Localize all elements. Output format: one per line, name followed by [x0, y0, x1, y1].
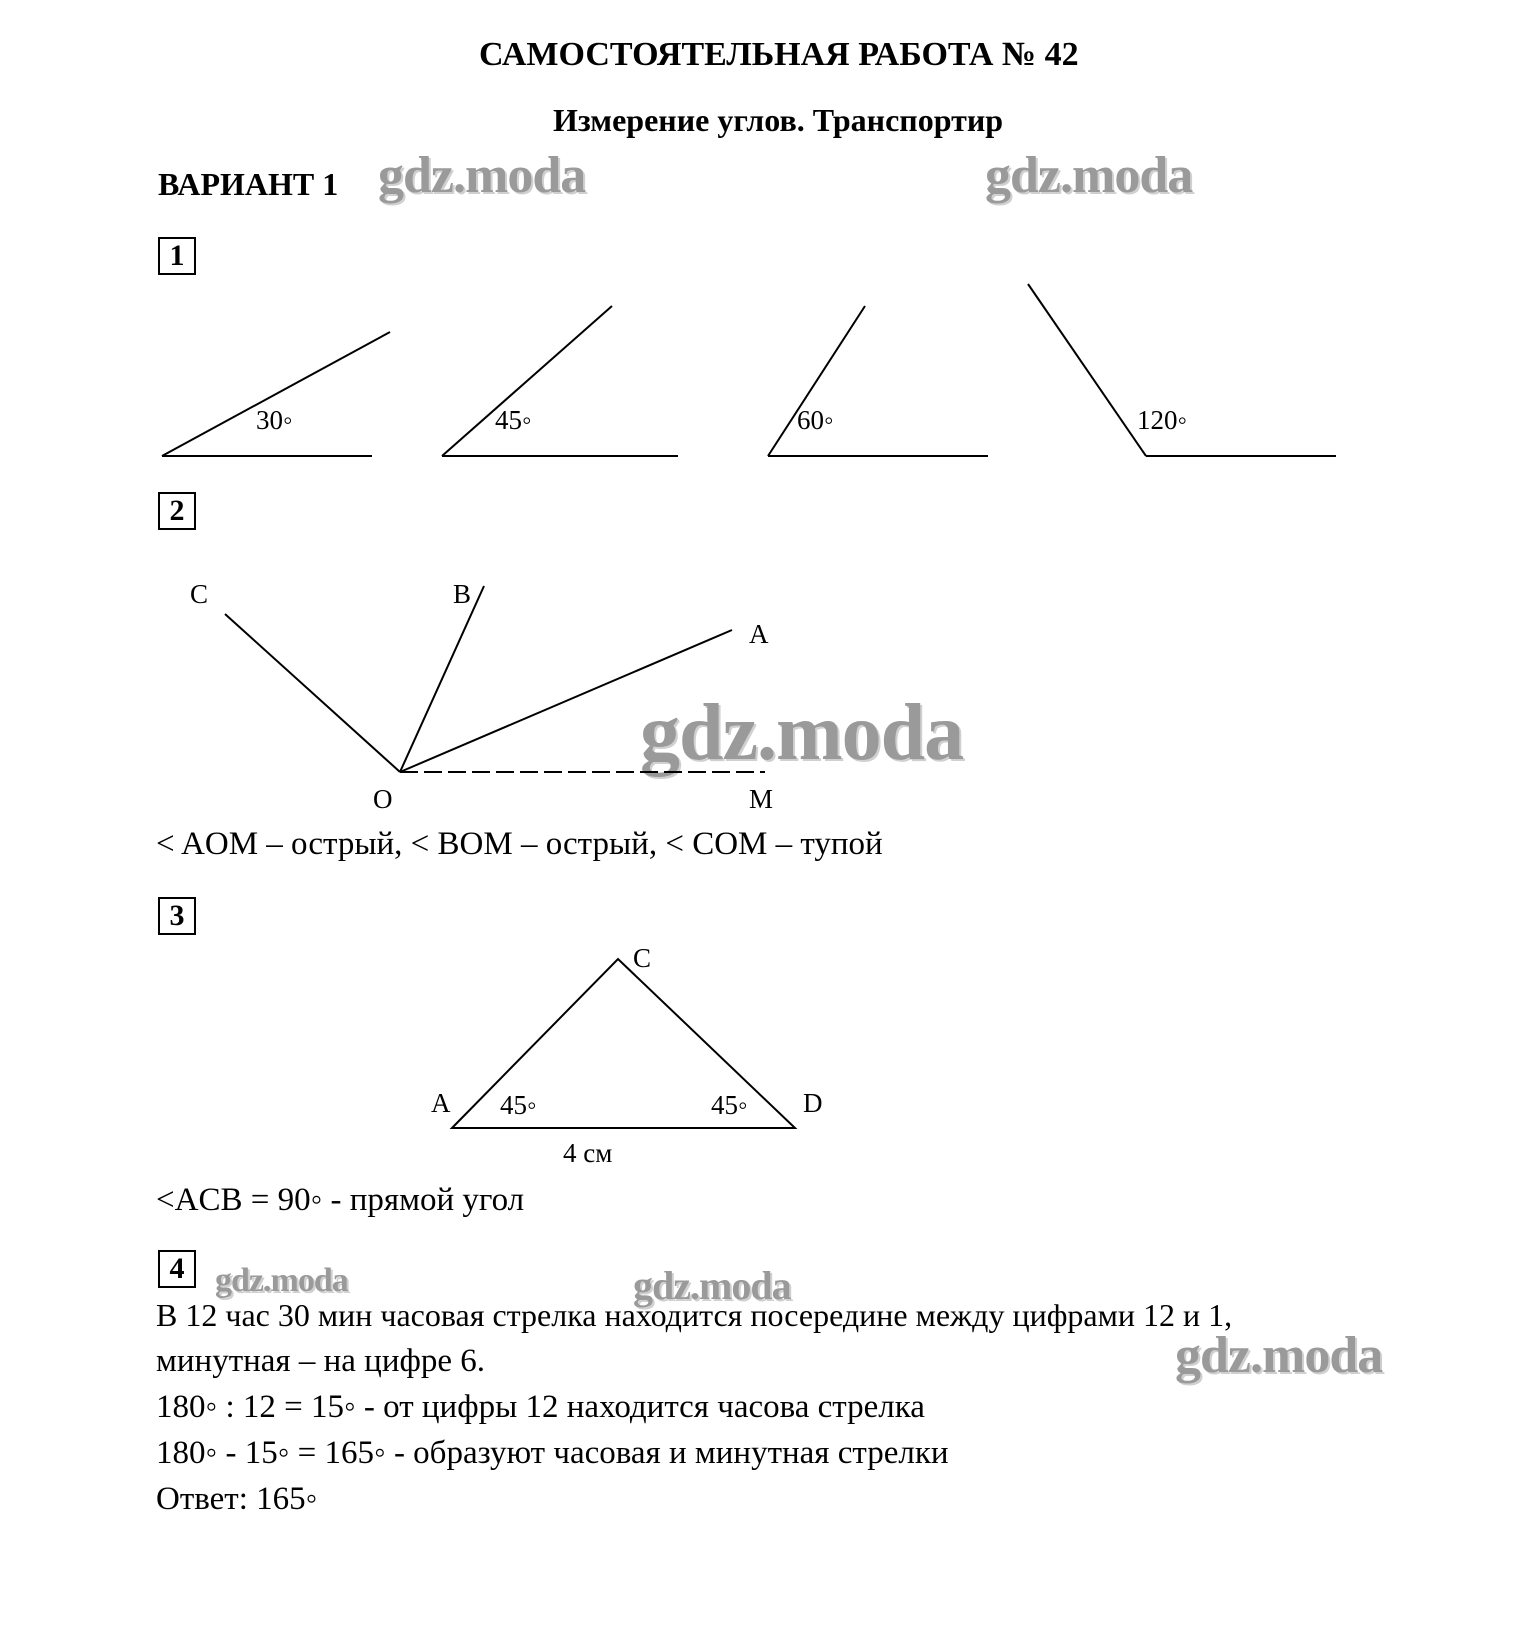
angle-label: 30◦: [256, 405, 293, 435]
point-label-o: O: [373, 784, 393, 814]
page-title: САМОСТОЯТЕЛЬНАЯ РАБОТА № 42: [479, 36, 1079, 73]
point-label-a: A: [749, 619, 769, 649]
angle-label: 120◦: [1137, 405, 1188, 435]
task-number-box: 1: [158, 237, 196, 275]
watermark: gdz.moda: [1175, 1327, 1383, 1384]
variant-label: ВАРИАНТ 1: [158, 166, 339, 202]
angle-label: 45◦: [500, 1090, 537, 1120]
page-subtitle: Измерение углов. Транспортир: [553, 102, 1004, 138]
angle-label: 60◦: [797, 405, 834, 435]
point-label-c: C: [190, 579, 209, 609]
watermark: gdz.moda: [378, 147, 586, 204]
angle-30-ray: [162, 332, 390, 456]
task-number-box: 4: [158, 1250, 196, 1288]
angle-label: 45◦: [711, 1090, 748, 1120]
point-label-b: B: [453, 579, 472, 609]
ray-oc: [225, 614, 400, 772]
watermark: gdz.moda: [640, 689, 964, 777]
task4-line: 180◦ : 12 = 15◦ - от цифры 12 находится часова стрелка: [156, 1389, 925, 1425]
angle-120-ray: [1028, 284, 1146, 456]
point-label-d: D: [803, 1088, 823, 1118]
task4-line: В 12 час 30 мин часовая стрелка находится посередине между цифрами 12 и 1,: [156, 1297, 1233, 1333]
watermark: gdz.moda: [985, 147, 1193, 204]
ray-ob: [400, 586, 484, 772]
task4-line: 180◦ - 15◦ = 165◦ - образуют часовая и минутная стрелки: [156, 1435, 949, 1471]
task3-answer: <ACB = 90◦ - прямой угол: [156, 1182, 525, 1218]
side-length-label: 4 см: [563, 1138, 613, 1168]
point-label-a: A: [431, 1088, 451, 1118]
point-label-m: M: [749, 784, 774, 814]
task4-answer: Ответ: 165◦: [156, 1481, 318, 1517]
angle-label: 45◦: [495, 405, 532, 435]
task2-answer: < AOM – острый, < BOM – острый, < COM – тупой: [156, 826, 883, 862]
task-number-box: 3: [158, 897, 196, 935]
task4-line: минутная – на цифре 6.: [156, 1343, 486, 1379]
ray-oa: [400, 630, 732, 772]
watermark: gdz.moda: [633, 1263, 791, 1308]
point-label-c: C: [633, 943, 652, 973]
watermark: gdz.moda: [215, 1262, 348, 1299]
task-number-box: 2: [158, 492, 196, 530]
